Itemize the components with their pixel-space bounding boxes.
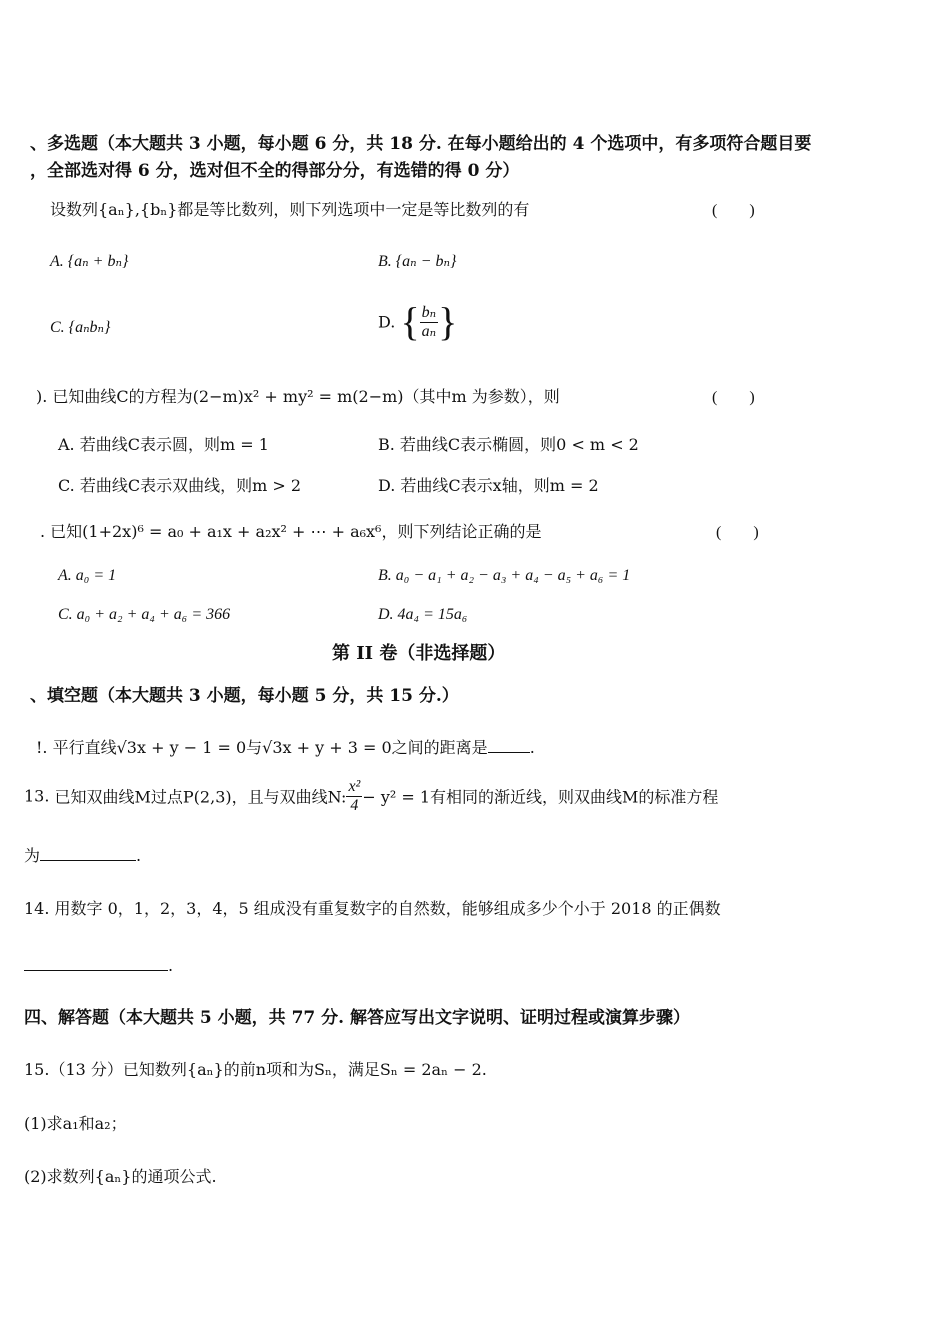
question-12-end: . xyxy=(529,738,535,757)
question-14-answer-blank[interactable] xyxy=(24,954,168,971)
question-15-part-1: (1)求a₁和a₂； xyxy=(24,1114,127,1133)
question-11-option-b: B. a₀ − a₁ + a₂ − a₃ + a₄ − a₅ + a₆ = 1 xyxy=(378,567,631,584)
question-11-stem: 已知(1+2x)⁶ = a₀ + a₁x + a₂x² + ⋯ + a₆x⁶，则下列结论正确的是 xyxy=(50,522,542,541)
question-14-end: . xyxy=(168,956,174,975)
question-9-answer-paren: ( ) xyxy=(712,202,755,219)
question-15-stem: 15.（13 分）已知数列{aₙ}的前n项和为Sₙ，满足Sₙ = 2aₙ − 2. xyxy=(24,1060,487,1079)
question-11-option-d: D. 4a₄ = 15a₆ xyxy=(378,606,468,623)
question-13-fraction xyxy=(346,778,362,814)
question-11-option-a: A. a₀ = 1 xyxy=(58,567,117,584)
question-12-number: !. xyxy=(36,738,53,757)
right-brace-icon: } xyxy=(438,299,458,344)
question-13-line2 xyxy=(24,843,141,866)
question-13-line2-text: 为 xyxy=(24,846,41,865)
left-brace-icon: { xyxy=(400,299,420,344)
section-heading-fill-in: 、填空题（本大题共 3 小题，每小题 5 分，共 15 分.） xyxy=(30,686,459,706)
section-heading-multi-choice: 、多选题（本大题共 3 小题，每小题 6 分，共 18 分. 在每小题给出的 4 个选项中，有多项符合题目要 xyxy=(30,134,812,154)
question-10-number: ). xyxy=(36,387,53,406)
question-13-fraction-denominator: 4 xyxy=(350,796,359,814)
part-2-title: 第 II 卷（非选择题） xyxy=(332,643,506,664)
question-13-answer-blank[interactable] xyxy=(40,844,136,861)
question-13 xyxy=(24,778,718,814)
question-13-text-a: 已知双曲线M过点P(2,3)，且与双曲线N: xyxy=(54,787,347,807)
question-11-answer-paren: ( ) xyxy=(716,524,759,541)
question-10 xyxy=(36,384,560,407)
option-d-numerator: bₙ xyxy=(421,303,437,321)
question-10-option-c: C. 若曲线C表示双曲线，则m > 2 xyxy=(58,476,302,495)
question-12-text: 平行直线√3x + y − 1 = 0与√3x + y + 3 = 0之间的距离是 xyxy=(52,738,488,757)
question-10-answer-paren: ( ) xyxy=(712,389,755,406)
question-12-answer-blank[interactable] xyxy=(488,736,530,753)
question-13-text-b: − y² = 1有相同的渐近线，则双曲线M的标准方程 xyxy=(362,787,719,807)
question-13-number: 13. xyxy=(24,786,55,806)
question-10-stem: 已知曲线C的方程为(2−m)x² + my² = m(2−m)（其中m 为参数），则 xyxy=(52,387,560,406)
question-10-option-a: A. 若曲线C表示圆，则m = 1 xyxy=(58,435,269,454)
question-10-option-d: D. 若曲线C表示x轴，则m = 2 xyxy=(378,476,599,495)
section-heading-multi-choice-line2: ，全部选对得 6 分，选对但不全的得部分分，有选错的得 0 分） xyxy=(30,161,520,181)
question-11 xyxy=(40,519,541,542)
question-11-number: . xyxy=(40,522,51,541)
question-9-option-b: B. {aₙ − bₙ} xyxy=(378,253,457,270)
question-14-text: 14. 用数字 0，1，2，3，4，5 组成没有重复数字的自然数，能够组成多少个小于 2018 的正偶数 xyxy=(24,899,721,918)
option-d-fraction xyxy=(400,299,458,344)
question-9-stem: 设数列{aₙ},{bₙ}都是等比数列，则下列选项中一定是等比数列的有 xyxy=(50,200,530,219)
question-12 xyxy=(36,735,535,758)
question-9-option-c: C. {aₙbₙ} xyxy=(50,319,111,336)
question-15-part-2: (2)求数列{aₙ}的通项公式. xyxy=(24,1167,217,1186)
question-14-answer-line xyxy=(24,954,173,975)
question-10-option-b: B. 若曲线C表示椭圆，则0 < m < 2 xyxy=(378,435,639,454)
option-d-denominator: aₙ xyxy=(421,322,437,340)
question-11-option-c: C. a₀ + a₂ + a₄ + a₆ = 366 xyxy=(58,606,231,623)
section-heading-solutions: 四、解答题（本大题共 5 小题，共 77 分. 解答应写出文字说明、证明过程或演算步骤） xyxy=(24,1008,690,1028)
option-d-label: D. xyxy=(378,312,396,332)
question-13-end: . xyxy=(136,846,142,865)
question-13-fraction-numerator: x² xyxy=(348,778,361,795)
question-9-option-a: A. {aₙ + bₙ} xyxy=(50,253,129,270)
question-9-option-d xyxy=(378,299,458,344)
